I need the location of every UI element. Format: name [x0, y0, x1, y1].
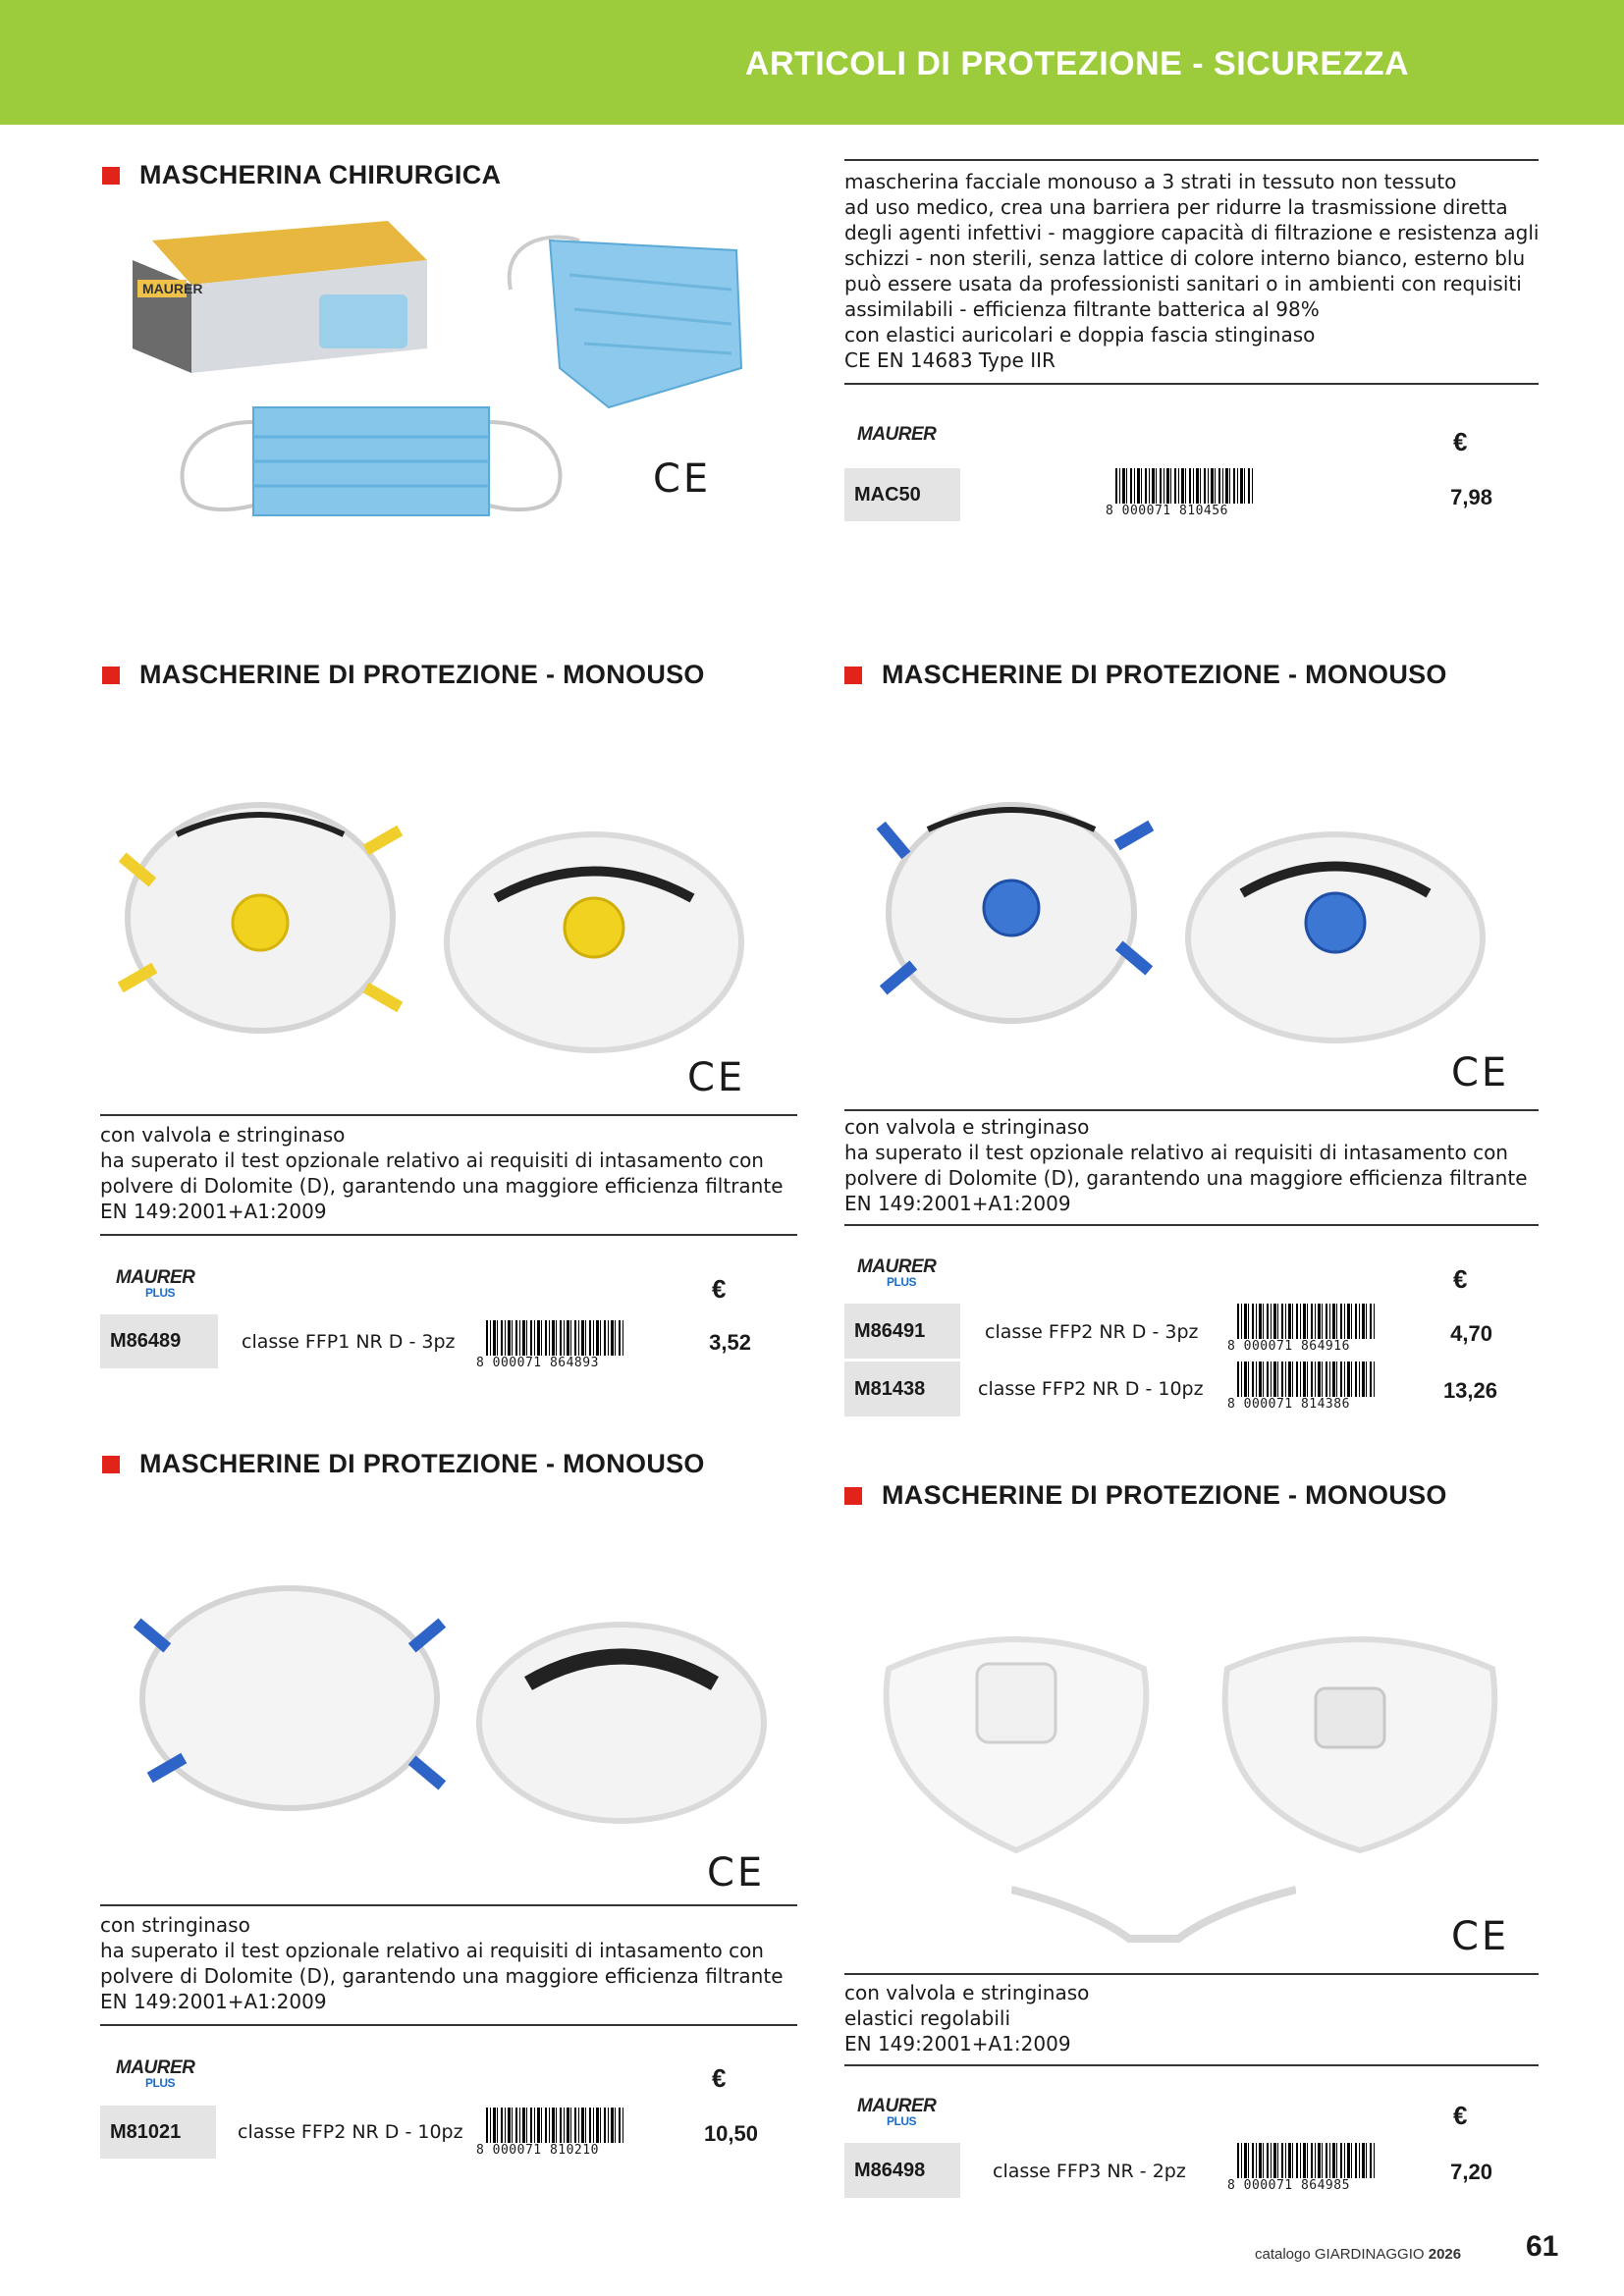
ce-mark-icon: CE — [687, 1055, 746, 1100]
currency-symbol: € — [1453, 1264, 1468, 1294]
barcode — [1227, 2143, 1375, 2192]
brand-logo: MAURER PLUS — [116, 2057, 195, 2090]
currency-symbol: € — [1453, 427, 1468, 456]
product-variant: classe FFP2 NR D - 10pz — [978, 1378, 1204, 1400]
currency-symbol: € — [712, 2063, 727, 2093]
product-variant: classe FFP1 NR D - 3pz — [242, 1331, 456, 1353]
product-variant: classe FFP3 NR - 2pz — [993, 2161, 1186, 2182]
headband-strap-image — [1011, 1870, 1296, 1958]
ffp2-mask-front-image — [869, 785, 1154, 1031]
ce-mark-icon: CE — [1451, 1050, 1510, 1095]
barcode-bars — [1237, 2143, 1375, 2178]
bullet-square-icon — [844, 667, 862, 684]
product-code: M86489 — [100, 1314, 218, 1368]
catalog-label: catalogo GIARDINAGGIO 2026 — [1255, 2246, 1462, 2263]
product-price: 7,20 — [1450, 2160, 1492, 2184]
section-title-text: MASCHERINE DI PROTEZIONE - MONOUSO — [882, 660, 1447, 689]
section-title-text: MASCHERINE DI PROTEZIONE - MONOUSO — [882, 1480, 1447, 1510]
barcode-number: 8 000071 810210 — [476, 2143, 599, 2158]
product-code: M81438 — [844, 1362, 960, 1416]
product-description: con valvola e stringinaso elastici regolabili EN 149:2001+A1:2009 — [844, 1981, 1090, 2056]
surgical-mask-image-2 — [175, 402, 568, 520]
divider-line — [844, 159, 1539, 161]
barcode — [1227, 1304, 1375, 1353]
product-box-image — [133, 201, 442, 378]
ce-mark-icon: CE — [1451, 1914, 1510, 1959]
product-description: con valvola e stringinaso ha superato il test opzionale relativo ai requisiti di intasamento con polvere di Dolomite (D), garantendo una maggiore efficienza filtrante EN 149:2001+A1:2009 — [100, 1123, 784, 1223]
barcode — [476, 2108, 623, 2157]
section-title-text: MASCHERINE DI PROTEZIONE - MONOUSO — [139, 1449, 705, 1478]
divider-line — [844, 1224, 1539, 1226]
section-title-disposable-masks — [102, 660, 705, 690]
surgical-mask-image-1 — [491, 221, 756, 417]
ffp3-mask-inner-image — [1208, 1610, 1512, 1865]
section-title-disposable-masks — [844, 660, 1447, 690]
divider-line — [100, 1904, 797, 1906]
barcode-bars — [1115, 468, 1253, 504]
product-description: con valvola e stringinaso ha superato il test opzionale relativo ai requisiti di intasamento con polvere di Dolomite (D), garantendo una maggiore efficienza filtrante EN 149:2001+A1:2009 — [844, 1115, 1528, 1215]
product-price: 3,52 — [709, 1330, 751, 1355]
barcode-number: 8 000071 810456 — [1106, 504, 1228, 518]
product-code: M81021 — [100, 2106, 216, 2159]
product-price: 13,26 — [1442, 1378, 1497, 1403]
ce-mark-icon: CE — [653, 456, 712, 502]
currency-symbol: € — [712, 1274, 727, 1304]
section-title-disposable-masks — [844, 1480, 1447, 1511]
product-description: con stringinaso ha superato il test opzionale relativo ai requisiti di intasamento con polvere di Dolomite (D), garantendo una maggiore efficienza filtrante EN 149:2001+A1:2009 — [100, 1913, 784, 2013]
section-title-disposable-masks — [102, 1449, 705, 1479]
ffp1-mask-front-image — [108, 795, 412, 1041]
barcode — [1106, 468, 1253, 517]
bullet-square-icon — [102, 167, 120, 185]
barcode-number: 8 000071 814386 — [1227, 1397, 1350, 1412]
barcode-number: 8 000071 864985 — [1227, 2178, 1350, 2193]
ffp2-mask-inner-image — [1178, 825, 1492, 1050]
box-brand-text: MAURER — [142, 281, 203, 296]
product-price: 7,98 — [1450, 485, 1492, 509]
divider-line — [844, 2064, 1539, 2066]
product-code: MAC50 — [844, 468, 960, 521]
bullet-square-icon — [844, 1487, 862, 1505]
barcode-number: 8 000071 864893 — [476, 1356, 599, 1370]
section-title-text: MASCHERINA CHIRURGICA — [139, 160, 502, 189]
page-number: 61 — [1526, 2230, 1559, 2263]
product-price: 10,50 — [703, 2121, 758, 2146]
product-description: mascherina facciale monouso a 3 strati in tessuto non tessuto ad uso medico, crea una barriera per ridurre la trasmissione diretta degli agenti infettivi - maggiore capacità di filtrazione e resistenza agli schizzi - non sterili, senza lattice di colore interno bianco, esterno blu può essere usata da professionisti sanitari o in ambienti con requisiti assimilabili - efficienza filtrante batterica al 98% con elastici auricolari e doppia fascia stinginaso CE EN 14683 Type IIR — [844, 170, 1540, 372]
ffp2-nv-mask-front-image — [128, 1580, 452, 1816]
product-price: 4,70 — [1450, 1321, 1492, 1346]
barcode-bars — [486, 2108, 623, 2143]
barcode-bars — [1237, 1304, 1375, 1339]
product-variant: classe FFP2 NR D - 3pz — [985, 1321, 1199, 1343]
product-code: M86498 — [844, 2143, 960, 2198]
barcode-bars — [486, 1320, 623, 1356]
brand-logo: MAURER — [857, 424, 937, 445]
currency-symbol: € — [1453, 2101, 1468, 2130]
ffp1-mask-inner-image — [437, 825, 751, 1060]
barcode-bars — [1237, 1362, 1375, 1397]
page-header-title: ARTICOLI DI PROTEZIONE - SICUREZZA — [744, 45, 1410, 82]
divider-line — [844, 1109, 1539, 1111]
section-title-surgical-mask — [102, 160, 501, 190]
brand-logo: MAURER PLUS — [116, 1267, 195, 1300]
ce-mark-icon: CE — [707, 1850, 766, 1896]
ffp3-mask-front-image — [869, 1610, 1164, 1865]
barcode — [476, 1320, 623, 1369]
brand-logo: MAURER PLUS — [857, 1256, 937, 1289]
barcode-number: 8 000071 864916 — [1227, 1339, 1350, 1354]
product-variant: classe FFP2 NR D - 10pz — [238, 2121, 463, 2143]
brand-logo: MAURER PLUS — [857, 2096, 937, 2128]
divider-line — [100, 1234, 797, 1236]
product-code: M86491 — [844, 1304, 960, 1359]
ffp2-nv-mask-inner-image — [469, 1615, 774, 1831]
divider-line — [100, 2024, 797, 2026]
bullet-square-icon — [102, 1456, 120, 1473]
section-title-text: MASCHERINE DI PROTEZIONE - MONOUSO — [139, 660, 705, 689]
barcode — [1227, 1362, 1375, 1411]
divider-line — [844, 383, 1539, 385]
bullet-square-icon — [102, 667, 120, 684]
divider-line — [100, 1114, 797, 1116]
divider-line — [844, 1973, 1539, 1975]
